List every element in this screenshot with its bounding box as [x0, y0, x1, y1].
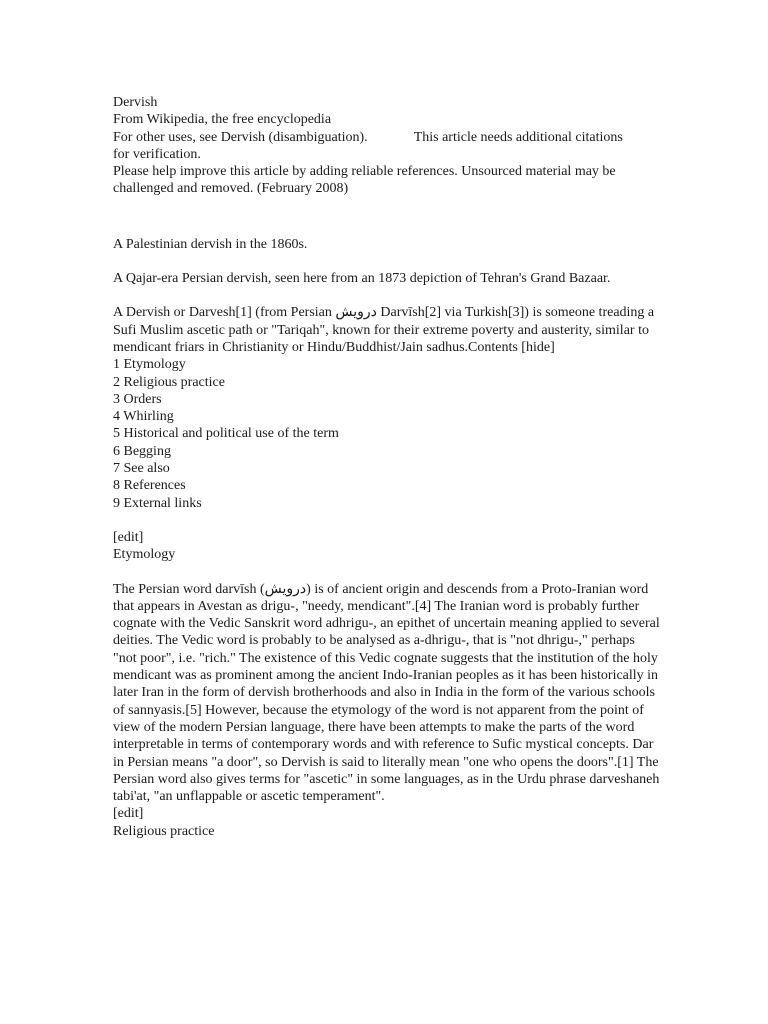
tagline: From Wikipedia, the free encyclopedia: [113, 112, 332, 128]
toc-item-etymology[interactable]: 1 Etymology: [113, 357, 186, 373]
caption-palestinian: A Palestinian dervish in the 1860s.: [113, 236, 308, 252]
edit-link-etymology[interactable]: [edit]: [113, 529, 144, 545]
intro-paragraph: [113, 304, 661, 356]
toc-item-external-links[interactable]: 9 External links: [113, 495, 202, 511]
page-title: Dervish: [113, 95, 158, 110]
contents-label[interactable]: Contents [hide]: [468, 339, 555, 355]
other-uses-note[interactable]: For other uses, see Dervish (disambiguation).: [113, 129, 368, 145]
help-improve-notice: Please help improve this article by adding reliable references. Unsourced material may be challenged and removed. (February 2008): [113, 164, 616, 197]
toc-item-whirling[interactable]: 4 Whirling: [113, 409, 174, 425]
section-heading-religious-practice: Religious practice: [113, 823, 215, 839]
toc-item-see-also[interactable]: 7 See also: [113, 461, 170, 477]
citation-notice: This article needs additional citations: [413, 129, 623, 145]
caption-qajar: A Qajar-era Persian dervish, seen here from an 1873 depiction of Tehran's Grand Bazaar.: [113, 271, 611, 287]
section-heading-etymology: Etymology: [113, 547, 176, 563]
intro-text: A Dervish or Darvesh[1] (from Persian درویش Darvīsh[2] via Turkish[3]) is someone treading a Sufi Muslim ascetic path or "Tariqah", known for their extreme poverty and austerity, similar to mendicant friars in Christianity or Hindu/Buddhist/Jain sadhus.: [113, 305, 655, 355]
hatnote-line: [113, 129, 661, 146]
toc-item-religious-practice[interactable]: 2 Religious practice: [113, 374, 225, 390]
toc-item-orders[interactable]: 3 Orders: [113, 391, 162, 407]
edit-link-religious-practice[interactable]: [edit]: [113, 806, 144, 822]
etymology-paragraph: The Persian word darvīsh (درویش) is of ancient origin and descends from a Proto-Iranian word that appears in Avestan as drigu-, "needy, mendicant".[4] The Iranian word is probably further cognate with the Vedic Sanskrit word adhrigu-, an epithet of uncertain meaning applied to several deities. The Vedic word is probably to be analysed as a-dhrigu-, that is "not dhrigu-," perhaps "not poor", i.e. "rich." The existence of this Vedic cognate suggests that the institution of the holy mendicant was as prominent among the ancient Indo-Iranian peoples as it has been historically in later Iran in the form of dervish brotherhoods and also in India in the form of the various schools of sannyasis.[5] However, because the etymology of the word is not apparent from the point of view of the modern Persian language, there have been attempts to make the parts of the word interpretable in terms of contemporary words and with reference to Sufic mystical concepts. Dar in Persian means "a door", so Dervish is said to literally mean "one who opens the doors".[1] The Persian word also gives terms for "ascetic" in some languages, as in the Urdu phrase darveshaneh tabi'at, "an unflappable or ascetic temperament".: [113, 581, 660, 805]
table-of-contents: [113, 356, 661, 512]
toc-item-historical-use[interactable]: 5 Historical and political use of the term: [113, 426, 339, 442]
document-page: [113, 94, 661, 840]
citation-notice-cont: for verification.: [113, 146, 201, 162]
toc-item-begging[interactable]: 6 Begging: [113, 443, 171, 459]
toc-item-references[interactable]: 8 References: [113, 478, 186, 494]
